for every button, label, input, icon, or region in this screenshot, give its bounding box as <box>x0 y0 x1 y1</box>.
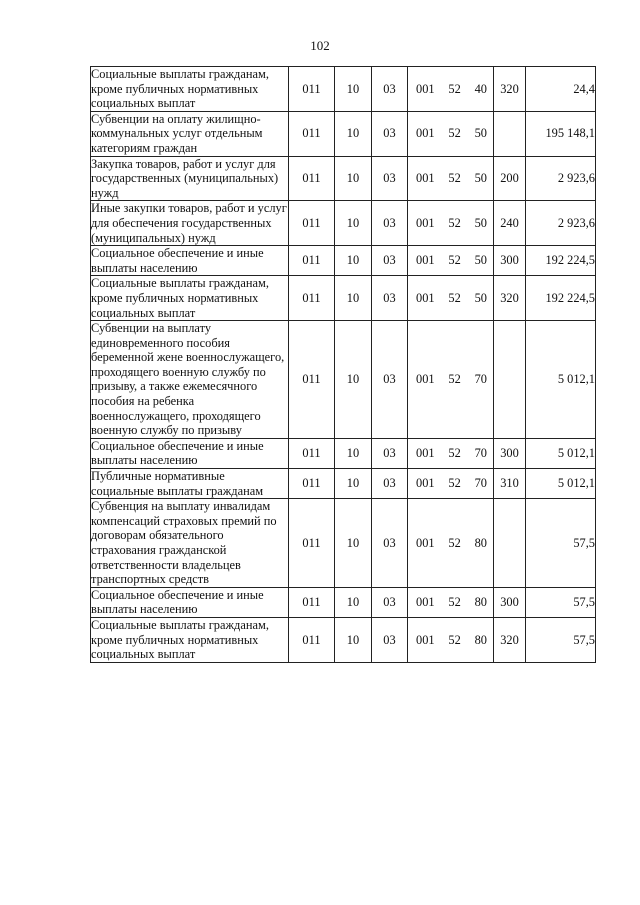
row-csr-cell <box>408 321 494 439</box>
csr-code-part: 52 <box>448 535 461 550</box>
row-pr-cell: 03 <box>372 617 408 662</box>
table-row <box>91 156 596 201</box>
row-amount-cell: 5 012,1 <box>526 469 596 499</box>
csr-code-part: 001 <box>416 290 435 305</box>
table-row <box>91 438 596 468</box>
table-row <box>91 617 596 662</box>
csr-code <box>408 372 493 387</box>
row-csr-cell <box>408 438 494 468</box>
row-vr-cell: 320 <box>494 617 526 662</box>
row-pr-cell: 03 <box>372 111 408 156</box>
csr-code-part: 001 <box>416 81 435 96</box>
table-row <box>91 201 596 246</box>
row-vr-cell: 300 <box>494 438 526 468</box>
row-vr-cell <box>494 111 526 156</box>
csr-code <box>408 126 493 141</box>
row-name-cell: Закупка товаров, работ и услуг для государственных (муниципальных) нужд <box>91 156 289 201</box>
row-ved-cell: 011 <box>289 499 335 588</box>
csr-code-part: 52 <box>448 81 461 96</box>
csr-code-part: 52 <box>448 372 461 387</box>
row-rz-cell: 10 <box>335 321 372 439</box>
csr-code <box>408 216 493 231</box>
row-ved-cell: 011 <box>289 321 335 439</box>
csr-code-part: 001 <box>416 126 435 141</box>
csr-code-part: 80 <box>474 632 487 647</box>
row-vr-cell: 310 <box>494 469 526 499</box>
budget-table <box>90 66 596 663</box>
row-name-cell: Социальные выплаты гражданам, кроме публичных нормативных социальных выплат <box>91 67 289 112</box>
csr-code-part: 50 <box>474 290 487 305</box>
row-name-cell: Субвенции на выплату единовременного пособия беременной жене военнослужащего, проходящего военную службу по призыву, а также ежемесячного пособия на ребенка военнослужащего, проходящего военную службу по призыву <box>91 321 289 439</box>
row-rz-cell: 10 <box>335 111 372 156</box>
csr-code-part: 52 <box>448 632 461 647</box>
row-csr-cell <box>408 246 494 276</box>
row-vr-cell: 240 <box>494 201 526 246</box>
csr-code-part: 52 <box>448 476 461 491</box>
csr-code-part: 001 <box>416 632 435 647</box>
row-amount-cell: 195 148,1 <box>526 111 596 156</box>
row-name-cell: Социальное обеспечение и иные выплаты населению <box>91 246 289 276</box>
csr-code <box>408 253 493 268</box>
csr-code-part: 001 <box>416 476 435 491</box>
row-name-cell: Публичные нормативные социальные выплаты гражданам <box>91 469 289 499</box>
row-ved-cell: 011 <box>289 156 335 201</box>
table-row <box>91 67 596 112</box>
row-csr-cell <box>408 499 494 588</box>
csr-code <box>408 633 493 648</box>
row-ved-cell: 011 <box>289 111 335 156</box>
row-rz-cell: 10 <box>335 246 372 276</box>
csr-code-part: 70 <box>474 372 487 387</box>
row-rz-cell: 10 <box>335 469 372 499</box>
table-row <box>91 111 596 156</box>
row-amount-cell: 192 224,5 <box>526 246 596 276</box>
row-name-cell: Субвенция на выплату инвалидам компенсаций страховых премий по договорам обязательного страхования гражданской ответственности владельцев транспортных средств <box>91 499 289 588</box>
row-rz-cell: 10 <box>335 499 372 588</box>
table-row <box>91 321 596 439</box>
row-ved-cell: 011 <box>289 67 335 112</box>
row-amount-cell: 24,4 <box>526 67 596 112</box>
csr-code-part: 50 <box>474 126 487 141</box>
row-pr-cell: 03 <box>372 201 408 246</box>
csr-code-part: 52 <box>448 446 461 461</box>
page-number: 102 <box>310 38 330 53</box>
csr-code-part: 40 <box>474 81 487 96</box>
csr-code-part: 70 <box>474 446 487 461</box>
csr-code-part: 52 <box>448 171 461 186</box>
table-row <box>91 469 596 499</box>
csr-code-part: 52 <box>448 290 461 305</box>
row-pr-cell: 03 <box>372 67 408 112</box>
row-rz-cell: 10 <box>335 617 372 662</box>
table-row <box>91 587 596 617</box>
row-csr-cell <box>408 617 494 662</box>
row-csr-cell <box>408 67 494 112</box>
row-name-cell: Социальное обеспечение и иные выплаты населению <box>91 438 289 468</box>
row-vr-cell: 320 <box>494 67 526 112</box>
row-ved-cell: 011 <box>289 276 335 321</box>
row-pr-cell: 03 <box>372 438 408 468</box>
csr-code-part: 80 <box>474 595 487 610</box>
row-name-cell: Социальные выплаты гражданам, кроме публичных нормативных социальных выплат <box>91 617 289 662</box>
row-rz-cell: 10 <box>335 438 372 468</box>
row-name-cell: Субвенции на оплату жилищно-коммунальных услуг отдельным категориям граждан <box>91 111 289 156</box>
row-name-cell: Социальные выплаты гражданам, кроме публичных нормативных социальных выплат <box>91 276 289 321</box>
row-ved-cell: 011 <box>289 438 335 468</box>
row-vr-cell <box>494 321 526 439</box>
csr-code-part: 001 <box>416 253 435 268</box>
row-name-cell: Иные закупки товаров, работ и услуг для обеспечения государственных (муниципальных) нужд <box>91 201 287 245</box>
row-csr-cell <box>408 111 494 156</box>
table-row <box>91 246 596 276</box>
row-pr-cell: 03 <box>372 156 408 201</box>
row-pr-cell: 03 <box>372 469 408 499</box>
row-vr-cell: 300 <box>494 246 526 276</box>
table-body <box>91 67 596 663</box>
csr-code <box>408 595 493 610</box>
row-rz-cell: 10 <box>335 276 372 321</box>
csr-code-part: 70 <box>474 476 487 491</box>
table-row <box>91 499 596 588</box>
csr-code <box>408 82 493 97</box>
row-rz-cell: 10 <box>335 156 372 201</box>
row-amount-cell: 5 012,1 <box>526 438 596 468</box>
csr-code-part: 50 <box>474 253 487 268</box>
row-ved-cell: 011 <box>289 246 335 276</box>
row-amount-cell: 192 224,5 <box>526 276 596 321</box>
row-amount-cell: 2 923,6 <box>526 156 596 201</box>
row-rz-cell: 10 <box>335 201 372 246</box>
row-ved-cell: 011 <box>289 469 335 499</box>
csr-code-part: 001 <box>416 535 435 550</box>
csr-code <box>408 171 493 186</box>
csr-code-part: 52 <box>448 253 461 268</box>
row-csr-cell <box>408 156 494 201</box>
row-csr-cell <box>408 201 494 246</box>
row-name-cell: Социальное обеспечение и иные выплаты населению <box>91 587 289 617</box>
row-csr-cell <box>408 276 494 321</box>
csr-code-part: 001 <box>416 446 435 461</box>
csr-code-part: 001 <box>416 372 435 387</box>
csr-code-part: 52 <box>448 126 461 141</box>
row-csr-cell <box>408 469 494 499</box>
row-ved-cell: 011 <box>289 201 335 246</box>
row-amount-cell: 5 012,1 <box>526 321 596 439</box>
csr-code <box>408 446 493 461</box>
row-vr-cell: 320 <box>494 276 526 321</box>
row-pr-cell: 03 <box>372 246 408 276</box>
csr-code-part: 50 <box>474 171 487 186</box>
csr-code <box>408 536 493 551</box>
row-amount-cell: 57,5 <box>526 587 596 617</box>
row-amount-cell: 57,5 <box>526 617 596 662</box>
row-ved-cell: 011 <box>289 617 335 662</box>
row-vr-cell: 300 <box>494 587 526 617</box>
row-pr-cell: 03 <box>372 321 408 439</box>
row-ved-cell: 011 <box>289 587 335 617</box>
csr-code-part: 52 <box>448 595 461 610</box>
row-pr-cell: 03 <box>372 587 408 617</box>
row-amount-cell: 2 923,6 <box>526 201 596 246</box>
csr-code-part: 80 <box>474 535 487 550</box>
csr-code <box>408 476 493 491</box>
csr-code-part: 001 <box>416 215 435 230</box>
csr-code-part: 50 <box>474 215 487 230</box>
csr-code-part: 001 <box>416 171 435 186</box>
row-pr-cell: 03 <box>372 276 408 321</box>
row-rz-cell: 10 <box>335 587 372 617</box>
row-vr-cell: 200 <box>494 156 526 201</box>
row-vr-cell <box>494 499 526 588</box>
csr-code-part: 001 <box>416 595 435 610</box>
row-pr-cell: 03 <box>372 499 408 588</box>
csr-code-part: 52 <box>448 215 461 230</box>
row-rz-cell: 10 <box>335 67 372 112</box>
table-row <box>91 276 596 321</box>
csr-code <box>408 291 493 306</box>
row-csr-cell <box>408 587 494 617</box>
row-amount-cell: 57,5 <box>526 499 596 588</box>
